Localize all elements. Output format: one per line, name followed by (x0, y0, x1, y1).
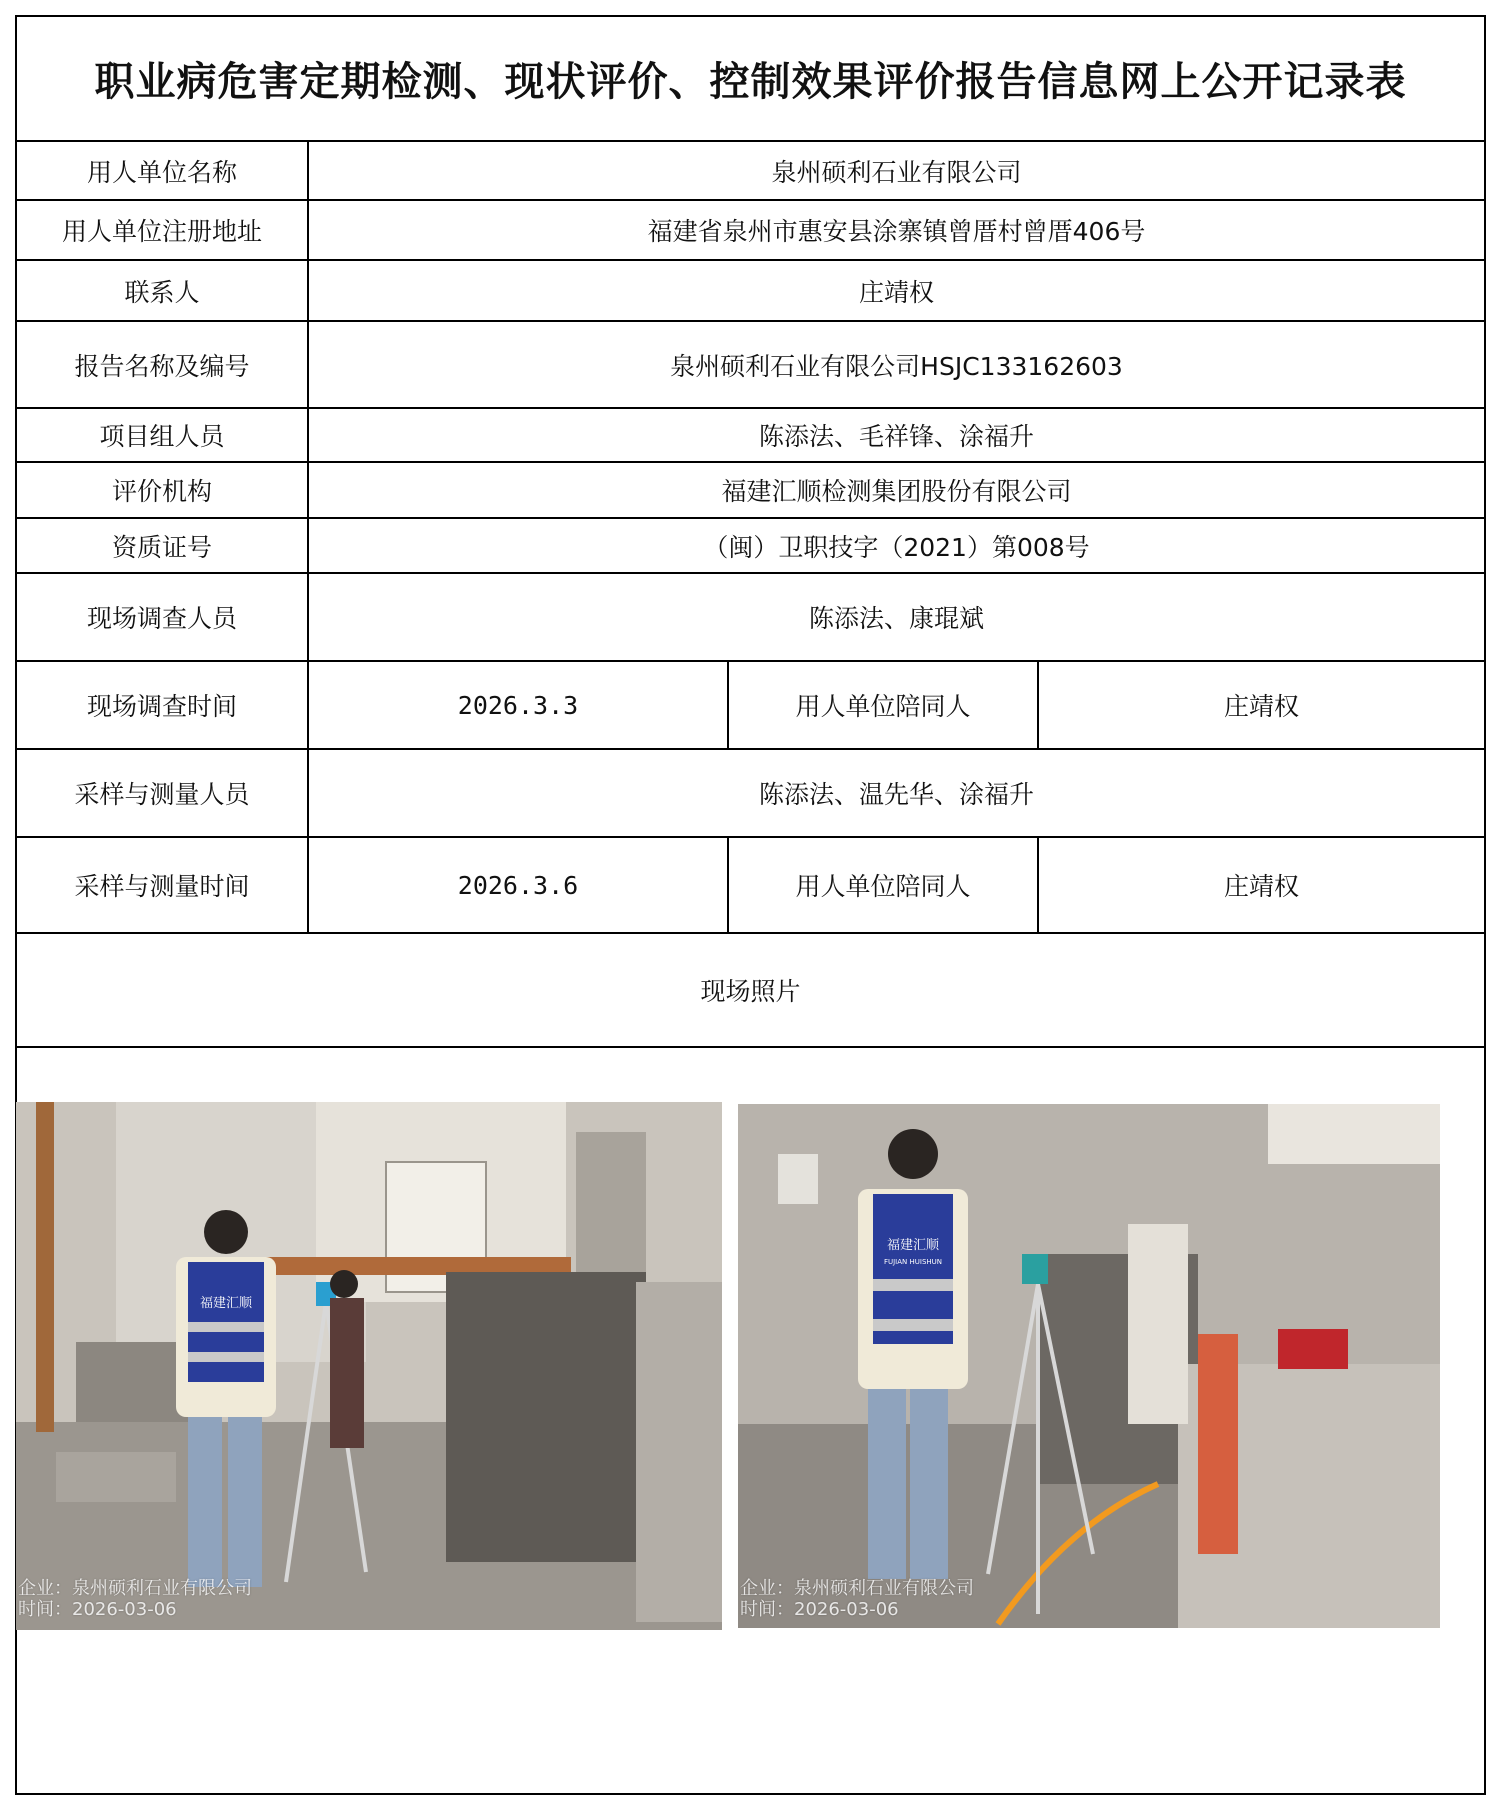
value-sampling-date: 2026.3.6 (309, 838, 729, 932)
label-employer-name: 用人单位名称 (17, 142, 309, 199)
label-sampling-time: 采样与测量时间 (17, 838, 309, 932)
value-sampling-companion: 庄靖权 (1223, 872, 1299, 901)
row-evaluator (17, 463, 1484, 519)
label-employer-address: 用人单位注册地址 (17, 201, 309, 259)
row-contact (17, 261, 1484, 322)
value-employer-name: 泉州硕利石业有限公司 (771, 157, 1022, 187)
label-site-survey-staff: 现场调查人员 (17, 574, 309, 660)
row-employer-address (17, 201, 1484, 261)
label-sampling-companion: 用人单位陪同人 (729, 838, 1039, 932)
value-project-team: 陈添法、毛祥锋、涂福升 (758, 422, 1034, 451)
value-employer-address: 福建省泉州市惠安县涂寨镇曾厝村曾厝406号 (647, 217, 1146, 246)
value-sampling-staff: 陈添法、温先华、涂福升 (758, 780, 1034, 809)
title-row (17, 17, 1484, 142)
svg-text:FUJIAN HUISHUN: FUJIAN HUISHUN (883, 1258, 943, 1266)
row-report (17, 322, 1484, 409)
photo-2-watermark-time: 时间：2026-03-06 (740, 1599, 899, 1620)
label-site-survey-time: 现场调查时间 (17, 662, 309, 748)
record-table (15, 15, 1486, 1795)
page-title: 职业病危害定期检测、现状评价、控制效果评价报告信息网上公开记录表 (94, 58, 1407, 105)
site-photo-2-image (738, 1104, 1440, 1628)
row-project-team (17, 409, 1484, 463)
row-site-survey-staff (17, 574, 1484, 662)
photos-area (17, 1048, 1484, 1795)
photo-2-watermark-company: 企业：泉州硕利石业有限公司 (740, 1578, 974, 1599)
label-project-team: 项目组人员 (17, 409, 309, 461)
label-qualification: 资质证号 (17, 519, 309, 572)
value-site-survey-date: 2026.3.3 (309, 662, 729, 748)
label-sampling-staff: 采样与测量人员 (17, 750, 309, 836)
row-sampling-time (17, 838, 1484, 934)
label-site-survey-companion: 用人单位陪同人 (729, 662, 1039, 748)
row-employer-name (17, 142, 1484, 201)
row-site-survey-time (17, 662, 1484, 750)
svg-text:福建汇顺: 福建汇顺 (886, 1238, 940, 1253)
row-qualification (17, 519, 1484, 574)
value-site-survey-staff: 陈添法、康琨斌 (808, 604, 984, 633)
value-site-survey-companion: 庄靖权 (1223, 692, 1299, 721)
svg-text:福建汇顺: 福建汇顺 (199, 1296, 253, 1311)
label-evaluator: 评价机构 (17, 463, 309, 517)
value-qualification: （闽）卫职技字（2021）第008号 (703, 532, 1090, 562)
label-report: 报告名称及编号 (17, 322, 309, 407)
site-photo-1-image (16, 1102, 722, 1630)
row-sampling-staff (17, 750, 1484, 838)
value-contact: 庄靖权 (858, 277, 934, 307)
photo-1-watermark-time: 时间：2026-03-06 (18, 1599, 177, 1620)
site-photo-1 (16, 1102, 722, 1630)
label-contact: 联系人 (17, 261, 309, 320)
photos-header: 现场照片 (700, 977, 801, 1006)
site-photo-2 (738, 1104, 1440, 1628)
row-photos-header (17, 934, 1484, 1048)
value-report: 泉州硕利石业有限公司HSJC133162603 (670, 351, 1123, 381)
photo-1-watermark-company: 企业：泉州硕利石业有限公司 (18, 1578, 252, 1599)
value-evaluator: 福建汇顺检测集团股份有限公司 (721, 477, 1072, 506)
